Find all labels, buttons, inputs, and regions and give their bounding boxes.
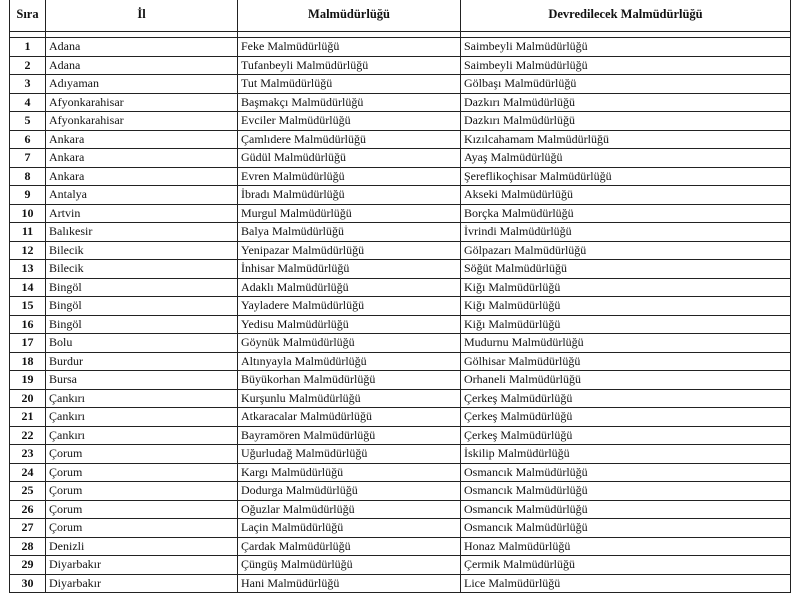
cell-il: Balıkesir xyxy=(46,223,238,242)
cell-devredilecek: İskilip Malmüdürlüğü xyxy=(461,445,791,464)
cell-malmudurlugu: Tufanbeyli Malmüdürlüğü xyxy=(238,56,461,75)
cell-devredilecek: Gölbaşı Malmüdürlüğü xyxy=(461,75,791,94)
cell-il: Antalya xyxy=(46,186,238,205)
cell-devredilecek: Orhaneli Malmüdürlüğü xyxy=(461,371,791,390)
cell-il: Çankırı xyxy=(46,408,238,427)
cell-sira: 1 xyxy=(10,38,46,57)
table-row xyxy=(10,574,791,593)
cell-devredilecek: Osmancık Malmüdürlüğü xyxy=(461,482,791,501)
cell-devredilecek: Saimbeyli Malmüdürlüğü xyxy=(461,38,791,57)
cell-sira: 10 xyxy=(10,204,46,223)
table-row xyxy=(10,519,791,538)
cell-sira: 14 xyxy=(10,278,46,297)
cell-malmudurlugu: Adaklı Malmüdürlüğü xyxy=(238,278,461,297)
cell-malmudurlugu: Güdül Malmüdürlüğü xyxy=(238,149,461,168)
cell-il: Bilecik xyxy=(46,241,238,260)
cell-devredilecek: Osmancık Malmüdürlüğü xyxy=(461,519,791,538)
table-row xyxy=(10,315,791,334)
cell-sira: 7 xyxy=(10,149,46,168)
cell-malmudurlugu: Laçin Malmüdürlüğü xyxy=(238,519,461,538)
cell-malmudurlugu: Dodurga Malmüdürlüğü xyxy=(238,482,461,501)
table-body xyxy=(10,38,791,593)
cell-sira: 30 xyxy=(10,574,46,593)
cell-sira: 9 xyxy=(10,186,46,205)
cell-devredilecek: İvrindi Malmüdürlüğü xyxy=(461,223,791,242)
cell-devredilecek: Çerkeş Malmüdürlüğü xyxy=(461,389,791,408)
cell-sira: 6 xyxy=(10,130,46,149)
cell-devredilecek: Osmancık Malmüdürlüğü xyxy=(461,500,791,519)
cell-il: Diyarbakır xyxy=(46,574,238,593)
cell-devredilecek: Kiğı Malmüdürlüğü xyxy=(461,297,791,316)
cell-sira: 8 xyxy=(10,167,46,186)
cell-malmudurlugu: Çamlıdere Malmüdürlüğü xyxy=(238,130,461,149)
cell-sira: 19 xyxy=(10,371,46,390)
cell-malmudurlugu: Atkaracalar Malmüdürlüğü xyxy=(238,408,461,427)
cell-sira: 21 xyxy=(10,408,46,427)
cell-devredilecek: Osmancık Malmüdürlüğü xyxy=(461,463,791,482)
table-row xyxy=(10,482,791,501)
cell-malmudurlugu: Evciler Malmüdürlüğü xyxy=(238,112,461,131)
table-row xyxy=(10,426,791,445)
cell-il: Bingöl xyxy=(46,297,238,316)
table-row xyxy=(10,38,791,57)
cell-sira: 22 xyxy=(10,426,46,445)
cell-malmudurlugu: Yayladere Malmüdürlüğü xyxy=(238,297,461,316)
cell-malmudurlugu: Büyükorhan Malmüdürlüğü xyxy=(238,371,461,390)
table-row xyxy=(10,278,791,297)
cell-il: Bolu xyxy=(46,334,238,353)
cell-sira: 13 xyxy=(10,260,46,279)
table-row xyxy=(10,130,791,149)
table-row xyxy=(10,297,791,316)
cell-malmudurlugu: Göynük Malmüdürlüğü xyxy=(238,334,461,353)
cell-sira: 16 xyxy=(10,315,46,334)
cell-devredilecek: Çerkeş Malmüdürlüğü xyxy=(461,426,791,445)
cell-malmudurlugu: Tut Malmüdürlüğü xyxy=(238,75,461,94)
cell-devredilecek: Söğüt Malmüdürlüğü xyxy=(461,260,791,279)
table-row xyxy=(10,556,791,575)
cell-il: Bursa xyxy=(46,371,238,390)
cell-devredilecek: Ayaş Malmüdürlüğü xyxy=(461,149,791,168)
cell-devredilecek: Honaz Malmüdürlüğü xyxy=(461,537,791,556)
cell-il: Bilecik xyxy=(46,260,238,279)
cell-malmudurlugu: Bayramören Malmüdürlüğü xyxy=(238,426,461,445)
cell-il: Çorum xyxy=(46,463,238,482)
cell-devredilecek: Dazkırı Malmüdürlüğü xyxy=(461,93,791,112)
cell-il: Ankara xyxy=(46,149,238,168)
cell-il: Ankara xyxy=(46,130,238,149)
cell-sira: 15 xyxy=(10,297,46,316)
cell-devredilecek: Gölhisar Malmüdürlüğü xyxy=(461,352,791,371)
cell-sira: 28 xyxy=(10,537,46,556)
table-row xyxy=(10,389,791,408)
cell-devredilecek: Kiğı Malmüdürlüğü xyxy=(461,278,791,297)
table-row xyxy=(10,186,791,205)
cell-il: Ankara xyxy=(46,167,238,186)
cell-sira: 24 xyxy=(10,463,46,482)
cell-devredilecek: Saimbeyli Malmüdürlüğü xyxy=(461,56,791,75)
table-row xyxy=(10,204,791,223)
cell-malmudurlugu: Balya Malmüdürlüğü xyxy=(238,223,461,242)
cell-il: Adıyaman xyxy=(46,75,238,94)
malmudurlugu-transfer-table xyxy=(9,0,791,593)
cell-il: Diyarbakır xyxy=(46,556,238,575)
table-row xyxy=(10,537,791,556)
cell-sira: 23 xyxy=(10,445,46,464)
cell-devredilecek: Çerkeş Malmüdürlüğü xyxy=(461,408,791,427)
cell-il: Çankırı xyxy=(46,426,238,445)
cell-devredilecek: Borçka Malmüdürlüğü xyxy=(461,204,791,223)
cell-sira: 2 xyxy=(10,56,46,75)
table-row xyxy=(10,334,791,353)
table-row xyxy=(10,445,791,464)
cell-il: Denizli xyxy=(46,537,238,556)
cell-il: Çorum xyxy=(46,519,238,538)
cell-il: Bingöl xyxy=(46,278,238,297)
header-il: İl xyxy=(46,0,238,32)
cell-malmudurlugu: Evren Malmüdürlüğü xyxy=(238,167,461,186)
table-row xyxy=(10,463,791,482)
cell-malmudurlugu: Feke Malmüdürlüğü xyxy=(238,38,461,57)
cell-devredilecek: Gölpazarı Malmüdürlüğü xyxy=(461,241,791,260)
cell-il: Çorum xyxy=(46,500,238,519)
cell-malmudurlugu: Başmakçı Malmüdürlüğü xyxy=(238,93,461,112)
cell-devredilecek: Kızılcahamam Malmüdürlüğü xyxy=(461,130,791,149)
cell-malmudurlugu: Yedisu Malmüdürlüğü xyxy=(238,315,461,334)
cell-sira: 29 xyxy=(10,556,46,575)
table-row xyxy=(10,93,791,112)
cell-devredilecek: Çermik Malmüdürlüğü xyxy=(461,556,791,575)
cell-devredilecek: Mudurnu Malmüdürlüğü xyxy=(461,334,791,353)
table-row xyxy=(10,75,791,94)
cell-il: Çorum xyxy=(46,482,238,501)
cell-sira: 18 xyxy=(10,352,46,371)
cell-devredilecek: Lice Malmüdürlüğü xyxy=(461,574,791,593)
table-row xyxy=(10,371,791,390)
cell-il: Artvin xyxy=(46,204,238,223)
cell-malmudurlugu: Kargı Malmüdürlüğü xyxy=(238,463,461,482)
table-row xyxy=(10,500,791,519)
table-row xyxy=(10,352,791,371)
cell-malmudurlugu: Çüngüş Malmüdürlüğü xyxy=(238,556,461,575)
cell-sira: 26 xyxy=(10,500,46,519)
cell-malmudurlugu: Kurşunlu Malmüdürlüğü xyxy=(238,389,461,408)
cell-sira: 20 xyxy=(10,389,46,408)
header-row xyxy=(10,0,791,32)
cell-il: Burdur xyxy=(46,352,238,371)
cell-devredilecek: Dazkırı Malmüdürlüğü xyxy=(461,112,791,131)
header-sira: Sıra xyxy=(10,0,46,32)
cell-devredilecek: Şereflikoçhisar Malmüdürlüğü xyxy=(461,167,791,186)
table-row xyxy=(10,223,791,242)
cell-malmudurlugu: Uğurludağ Malmüdürlüğü xyxy=(238,445,461,464)
cell-sira: 25 xyxy=(10,482,46,501)
table-row xyxy=(10,167,791,186)
cell-malmudurlugu: İnhisar Malmüdürlüğü xyxy=(238,260,461,279)
cell-malmudurlugu: Hani Malmüdürlüğü xyxy=(238,574,461,593)
cell-malmudurlugu: Oğuzlar Malmüdürlüğü xyxy=(238,500,461,519)
cell-devredilecek: Akseki Malmüdürlüğü xyxy=(461,186,791,205)
cell-sira: 12 xyxy=(10,241,46,260)
table-row xyxy=(10,260,791,279)
table-row xyxy=(10,149,791,168)
cell-il: Adana xyxy=(46,56,238,75)
cell-il: Afyonkarahisar xyxy=(46,93,238,112)
header-devredilecek: Devredilecek Malmüdürlüğü xyxy=(461,0,791,32)
header-malmudurlugu: Malmüdürlüğü xyxy=(238,0,461,32)
cell-sira: 11 xyxy=(10,223,46,242)
cell-sira: 4 xyxy=(10,93,46,112)
cell-malmudurlugu: Altınyayla Malmüdürlüğü xyxy=(238,352,461,371)
table-row xyxy=(10,408,791,427)
cell-sira: 27 xyxy=(10,519,46,538)
cell-malmudurlugu: İbradı Malmüdürlüğü xyxy=(238,186,461,205)
table-row xyxy=(10,241,791,260)
cell-il: Çorum xyxy=(46,445,238,464)
cell-devredilecek: Kiğı Malmüdürlüğü xyxy=(461,315,791,334)
cell-malmudurlugu: Murgul Malmüdürlüğü xyxy=(238,204,461,223)
cell-il: Bingöl xyxy=(46,315,238,334)
table-row xyxy=(10,112,791,131)
cell-il: Çankırı xyxy=(46,389,238,408)
cell-sira: 5 xyxy=(10,112,46,131)
cell-sira: 17 xyxy=(10,334,46,353)
table-row xyxy=(10,56,791,75)
cell-sira: 3 xyxy=(10,75,46,94)
cell-il: Adana xyxy=(46,38,238,57)
cell-malmudurlugu: Çardak Malmüdürlüğü xyxy=(238,537,461,556)
cell-malmudurlugu: Yenipazar Malmüdürlüğü xyxy=(238,241,461,260)
cell-il: Afyonkarahisar xyxy=(46,112,238,131)
